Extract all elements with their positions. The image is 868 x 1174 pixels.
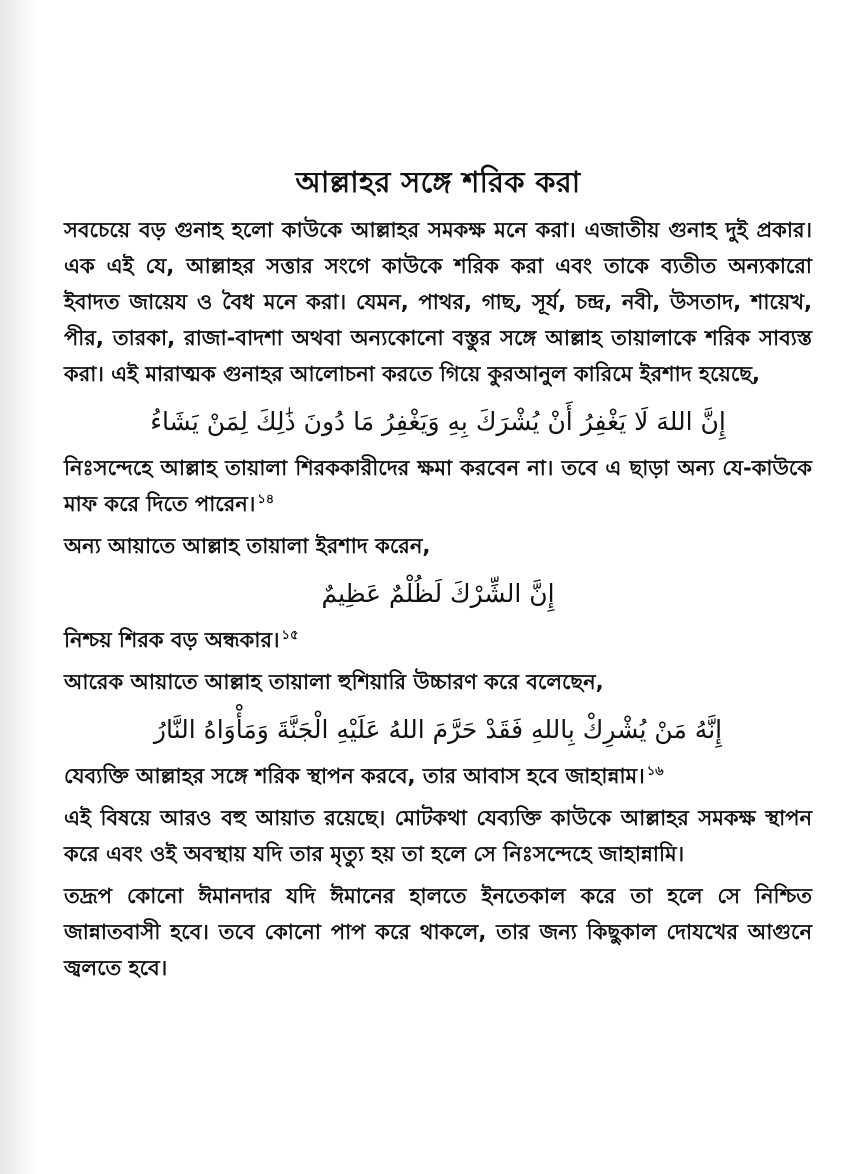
book-page <box>64 160 812 986</box>
chapter-title: আল্লাহর সঙ্গে শরিক করা <box>295 165 581 199</box>
verse-3-translation-text: যেব্যক্তি আল্লাহর সঙ্গে শরিক স্থাপন করবে, তার আবাস হবে জাহান্নাম। <box>64 764 645 788</box>
believer-paragraph: তদ্রূপ কোনো ঈমানদার যদি ঈমানের হালতে ইনতেকাল করে তা হলে সে নিশ্চিত জান্নাতবাসী হবে। তবে কোনো পাপ করে থাকলে, তার জন্য কিছুকাল দোযখের আগুনে জ্বলতে হবে। <box>64 884 812 980</box>
verse-3-intro: আরেক আয়াতে আল্লাহ তায়ালা হুশিয়ারি উচ্চারণ করে বলেছেন, <box>64 670 604 694</box>
summary-paragraph: এই বিষয়ে আরও বহু আয়াত রয়েছে। মোটকথা যেব্যক্তি কাউকে আল্লাহর সমকক্ষ স্থাপন করে এবং ওই অবস্থায় যদি তার মৃত্যু হয় তা হলে সে নিঃসন্দেহে জাহান্নামি। <box>64 806 812 866</box>
verse-1-translation <box>64 450 812 522</box>
intro-paragraph: সবচেয়ে বড় গুনাহ হলো কাউকে আল্লাহর সমকক্ষ মনে করা। এজাতীয় গুনাহ দুই প্রকার। এক এই যে, আল্লাহর সত্তার সংগে কাউকে শরিক করা এবং তাকে ব্যতীত অন্যকারো ইবাদত জায়েয ও বৈধ মনে করা। যেমন, পাথর, গাছ, সূর্য, চন্দ্র, নবী, উসতাদ, শায়েখ, পীর, তারকা, রাজা-বাদশা অথবা অন্যকোনো বস্তুর সঙ্গে আল্লাহ তায়ালাকে শরিক সাব্যস্ত করা। এই মারাত্মক গুনাহর আলোচনা করতে গিয়ে কুরআনুল কারিমে ইরশাদ হয়েছে, <box>64 218 812 386</box>
arabic-verse-2: إِنَّ الشِّرْكَ لَظُلْمٌ عَظِيمٌ <box>321 579 555 608</box>
arabic-verse-1: إِنَّ اللهَ لَا يَغْفِرُ أَنْ يُشْرَكَ بِهِ وَيَغْفِرُ مَا دُونَ ذَٰلِكَ لِمَنْ يَشَاءُ <box>150 407 726 436</box>
arabic-verse-3: إِنَّهُ مَنْ يُشْرِكْ بِاللهِ فَقَدْ حَرَّمَ اللهُ عَلَيْهِ الْجَنَّةَ وَمَأْوَاهُ النَّارُ <box>153 715 723 744</box>
verse-2-translation-text: নিশ্চয় শিরক বড় অন্ধকার। <box>64 628 280 652</box>
footnote-marker-15: ১৫ <box>281 628 299 643</box>
footnote-marker-14: ১৪ <box>257 492 275 507</box>
verse-2-intro: অন্য আয়াতে আল্লাহ তায়ালা ইরশাদ করেন, <box>64 534 431 558</box>
verse-1-translation-text: নিঃসন্দেহে আল্লাহ তায়ালা শিরককারীদের ক্ষমা করবেন না। তবে এ ছাড়া অন্য যে-কাউকে মাফ করে দিতে পারেন। <box>64 456 812 516</box>
verse-3-translation <box>64 758 812 794</box>
page-edge-shadow <box>0 0 40 1174</box>
verse-2-translation <box>64 622 812 658</box>
footnote-marker-16: ১৬ <box>646 764 664 779</box>
